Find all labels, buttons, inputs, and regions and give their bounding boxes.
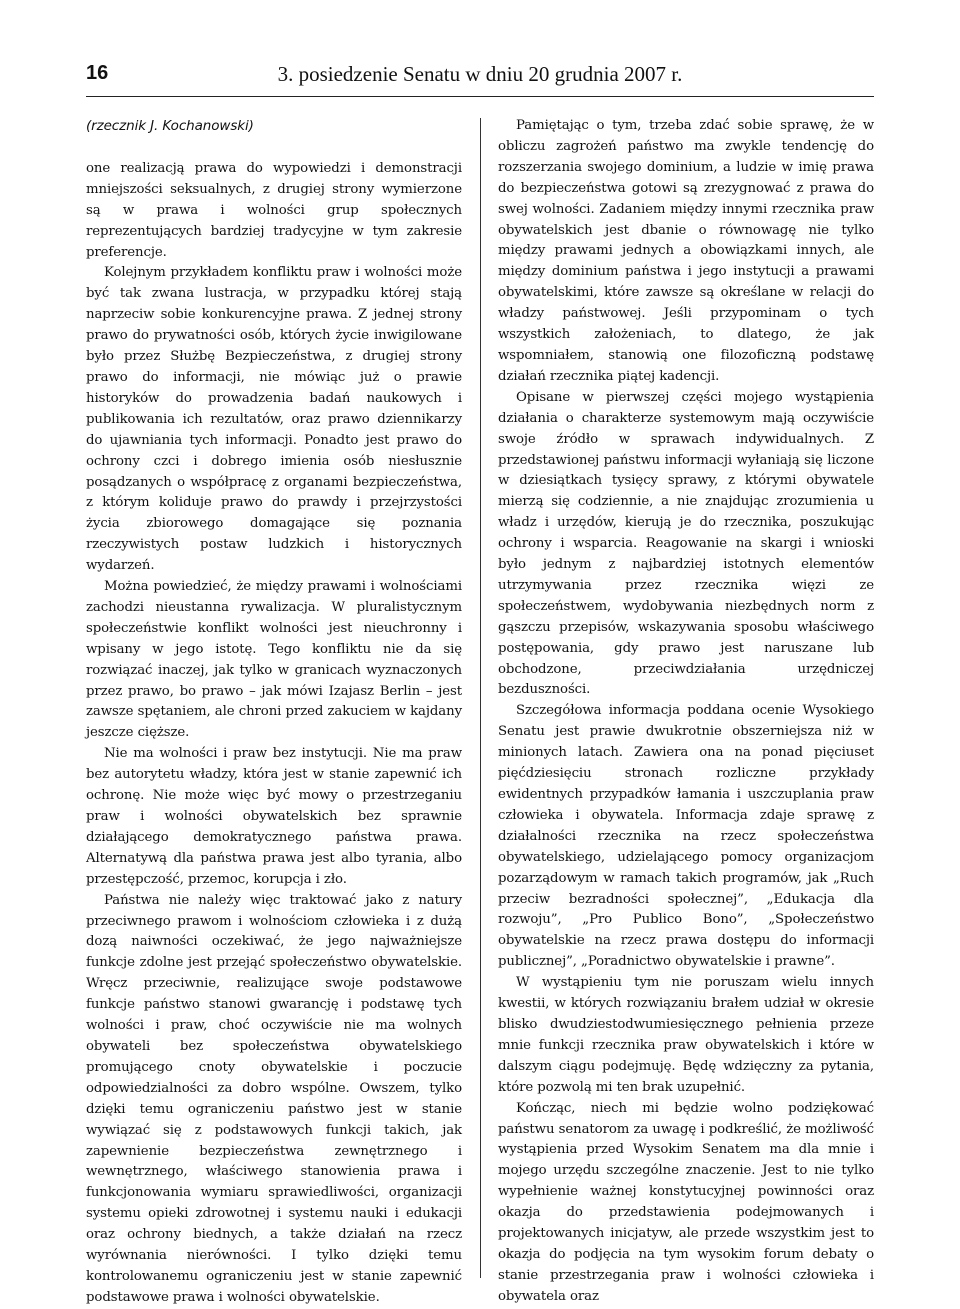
paragraph: one realizacją prawa do wypowiedzi i demonstracji mniejszości seksualnych, z drugiej strony wymierzone są w prawa i wolności grup społecznych reprezentujących bardziej tradycyjne w tym zakresie preferencje. — [86, 160, 462, 260]
running-title: 3. posiedzenie Senatu w dniu 20 grudnia 2007 r. — [277, 62, 683, 86]
speaker-label: (rzecznik J. Kochanowski) — [86, 118, 254, 134]
page-header — [86, 62, 874, 92]
paragraph: Kończąc, niech mi będzie wolno podziękować państwu senatorom za uwagę i podkreślić, że możliwość wystąpienia przed Wysokim Senatem ma dla mnie i mojego urzędu szczególne znaczenie. Jest to nie tylko wypełnienie ważnej konstytucyjnej powinności oraz okazja do przedstawienia podejmowanych i projektowanych inicjatyw, ale przede wszystkim jest to okazja do podjęcia na tym wysokim forum debaty o stanie przestrzegania praw i wolności człowieka i obywatela oraz — [498, 1100, 874, 1304]
paragraph: Opisane w pierwszej części mojego wystąpienia działania o charakterze systemowym mają oczywiście swoje źródło w sprawach indywidualnych. Z przedstawionej państwu informacji wyłaniają się liczone w dziesiątkach tysięcy sprawy, z którymi obywatele mierzą się codziennie, a nie znajdując zrozumienia u władz i urzędów, kierują je do rzecznika, poszukując ochrony i wsparcia. Reagowanie na skargi i wnioski było jednym z najbardziej istotnych elementów utrzymywania przez rzecznika więzi ze społeczeństwem, wydobywania niezbędnych norm z gąszczu przepisów, wskazywania sposobu właściwego postępowania, gdy prawo jest naruszane lub obchodzone, przeciwdziałania urzędniczej bezduszności. — [498, 389, 874, 698]
paragraph: W wystąpieniu tym nie poruszam wielu innych kwestii, w których rozwiązaniu brałem udział w okresie blisko dwudziestodwumiesięcznego pełnienia przeze mnie funkcji rzecznika praw obywatelskich i które w dalszym ciągu podejmuję. Będę wdzięczny za pytania, które pozwolą mi ten brak uzupełnić. — [498, 975, 874, 1095]
paragraph: Nie ma wolności i praw bez instytucji. Nie ma praw bez autorytetu władzy, która jest w stanie zapewnić ich ochronę. Nie może więc być mowy o przestrzeganiu praw i wolności obywatelskich bez sprawnie działającego demokratycznego państwa prawa. Alternatywą dla państwa prawa jest albo tyrania, albo przestępczość, przemoc, korupcja i zło. — [86, 746, 462, 887]
paragraph: Można powiedzieć, że między prawami i wolnościami zachodzi nieustanna rywalizacja. W pluralistycznym społeczeństwie konflikt wolności jest nieuchronny i wpisany w jego istotę. Tego konfliktu nie da się rozwiązać inaczej, jak tylko w granicach wyznaczonych przez prawo, bo prawo – jak mówi Izajasz Berlin – jest zawsze spętaniem, ale chroni przed zakuciem w kajdany jeszcze cięższe. — [86, 579, 462, 741]
header-rule — [86, 96, 874, 97]
column-divider — [480, 118, 481, 1278]
paragraph: Szczegółowa informacja poddana ocenie Wysokiego Senatu jest prawie dwukrotnie obszerniejsza niż w minionych latach. Zawiera ona na ponad pięciuset pięćdziesięciu stronach rozliczne przykłady ewidentnych przypadków łamania i uszczuplania praw człowieka i obywatela. Informacja zdaje sprawę z działalności rzecznika na rzecz społeczeństwa obywatelskiego, udzielającego pomocy organizacjom pozarządowym w ramach takich programów, jak „Ruch przeciw bezradności społecznej”, „Edukacja dla rozwoju”, „Pro Publico Bono”, „Społeczeństwo obywatelskie na rzecz prawa dostępu do informacji publicznej”, „Poradnictwo obywatelskie i prawne”. — [498, 703, 874, 970]
right-column — [498, 116, 874, 1308]
left-column — [86, 116, 462, 1309]
page-number: 16 — [86, 62, 109, 84]
paragraph: Kolejnym przykładem konfliktu praw i wolności może być tak zwana lustracja, w przypadku której stają naprzeciw sobie konkurencyjne prawa. Z jednej strony prawo do prywatności osób, których życie inwigilowane było przez Służbę Bezpieczeństwa, z drugiej strony prawo do informacji, nie mówiąc już o prawie historyków do prowadzenia badań naukowych i publikowania ich rezultatów, oraz prawo dziennikarzy do ujawniania tych informacji. Ponadto jest prawo do ochrony czci i dobrego imienia osób niesłusznie posądzanych o współpracę z organami bezpieczeństwa, z którym koliduje prawo do prawdy i przejrzystości życia zbiorowego domagające się poznania rzeczywistych postaw ludzkich i historycznych wydarzeń. — [86, 265, 462, 574]
paragraph: Państwa nie należy więc traktować jako z natury przeciwnego prawom i wolnościom człowieka i z dużą dozą naiwności oczekiwać, że jego najważniejsze funkcje zdolne jest przejąć społeczeństwo obywatelskie. Wręcz przeciwnie, realizujące swoje podstawowe funkcje państwo stanowi gwarancję i podstawę tych wolności i praw, choć oczywiście nie ma wolnych obywateli bez społeczeństwa obywatelskiego promującego cnoty obywatelskie i poczucie odpowiedzialności za dobro wspólne. Owszem, tylko dzięki temu ograniczeniu państwo jest w stanie wywiązać się z podstawowych funkcji takich, jak zapewnienie bezpieczeństwa zewnętrznego i wewnętrznego, właściwego stanowienia prawa i funkcjonowania wymiaru sprawiedliwości, organizacji systemu opieki zdrowotnej i systemu nauki i edukacji oraz ochrony biednych, a także działań na rzecz wyrównania nierówności. I tylko dzięki temu kontrolowanemu ograniczeniu jest w stanie zapewnić podstawowe prawa i wolności obywatelskie. — [86, 892, 462, 1305]
paragraph: Pamiętając o tym, trzeba zdać sobie sprawę, że w obliczu zagrożeń państwo ma zwykle tendencję do rozszerzania swojego dominium, a ludzie w imię prawa do bezpieczeństwa gotowi są zrezygnować z prawa do swej wolności. Zadaniem między innymi rzecznika praw obywatelskich jest dbanie o równowagę nie tylko między prawami jednych a obowiązkami innych, ale między dominium państwa i jego instytucji a prawami obywatelskimi, które zawsze są określane w relacji do władzy państwowej. Jeśli przypominam o tych wszystkich założeniach, to dlatego, że jak wspomniałem, stanowią one filozoficzną podstawę działań rzecznika piątej kadencji. — [498, 118, 874, 384]
